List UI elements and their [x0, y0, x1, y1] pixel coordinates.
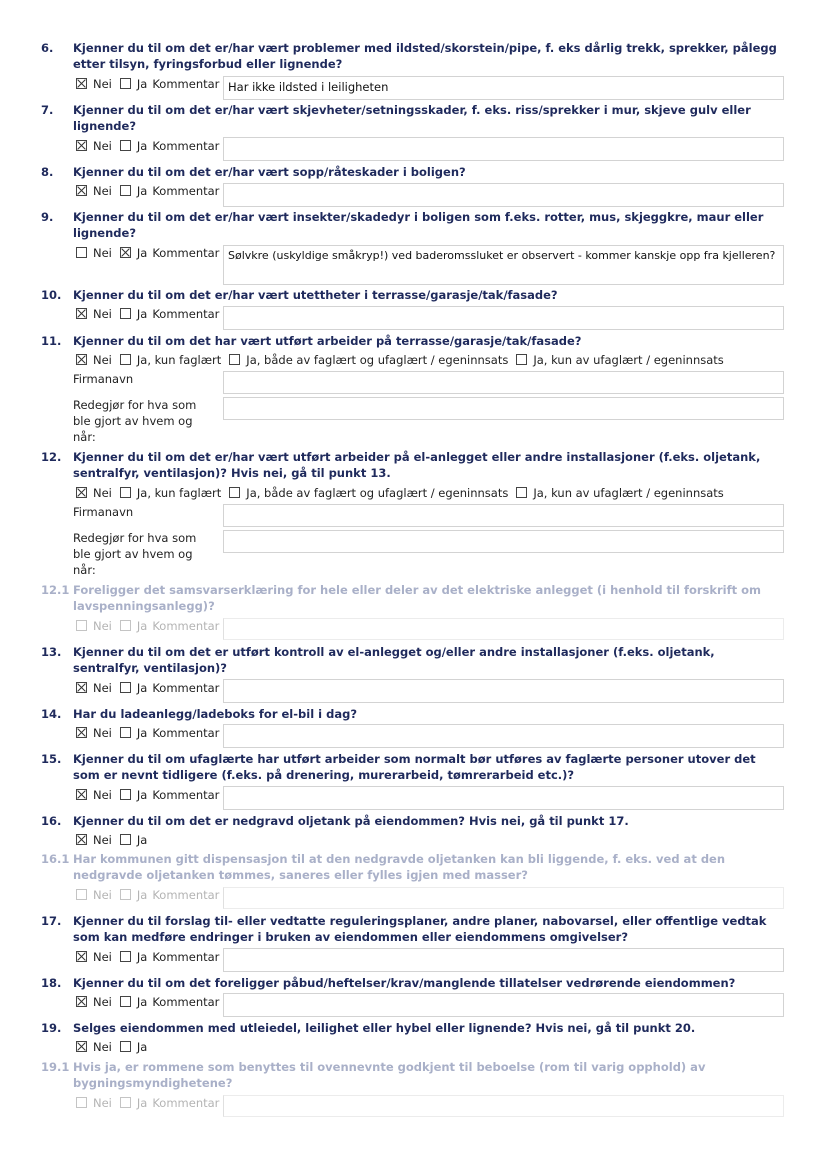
ja-begge-checkbox[interactable]: [229, 487, 240, 498]
answer-options: [73, 994, 219, 1010]
question-text: Kjenner du til om det er/har vært insekter/skadedyr i boligen som f.eks. rotter, mus, skjeggkre, maur eller lignende?: [73, 210, 764, 240]
nei-checkbox[interactable]: [76, 889, 87, 900]
nei-checkbox[interactable]: [76, 78, 87, 89]
ja-label: Ja: [136, 888, 148, 902]
firmanavn-field[interactable]: [223, 504, 784, 527]
comment-field[interactable]: [223, 306, 784, 330]
comment-label: Kommentar: [152, 184, 220, 198]
answer-options: [73, 832, 147, 848]
nei-label: Nei: [93, 139, 112, 153]
comment-field[interactable]: [223, 948, 784, 972]
nei-checkbox[interactable]: [76, 247, 87, 258]
comment-label: Kommentar: [152, 681, 220, 695]
nei-label: Nei: [93, 184, 112, 198]
answer-options: [73, 76, 219, 92]
ja-checkbox[interactable]: [120, 682, 131, 693]
ja-checkbox[interactable]: [120, 951, 131, 962]
comment-field[interactable]: [223, 679, 784, 703]
comment-field[interactable]: [223, 786, 784, 810]
nei-label: Nei: [93, 246, 112, 260]
ja-checkbox[interactable]: [120, 889, 131, 900]
answer-options: [73, 618, 219, 634]
question-text: Selges eiendommen med utleiedel, leilighet eller hybel eller lignende? Hvis nei, gå til punkt 20.: [73, 1021, 696, 1035]
ja-ufaglaert-checkbox[interactable]: [516, 487, 527, 498]
comment-field[interactable]: [223, 724, 784, 748]
answer-options: [73, 887, 219, 903]
answer-options: [73, 787, 219, 803]
nei-checkbox[interactable]: [76, 487, 87, 498]
ja-checkbox[interactable]: [120, 78, 131, 89]
question-number: 18.: [41, 976, 62, 990]
ja-label: Ja: [136, 950, 148, 964]
answer-options: [73, 680, 219, 696]
ja-begge-label: Ja, både av faglært og ufaglært / egeninnsats: [246, 486, 509, 500]
ja-checkbox[interactable]: [120, 140, 131, 151]
question-text: Kjenner du til om det er utført kontroll av el-anlegget og/eller andre installasjoner (f.eks. oljetank, sentralfyr, ventilasjon)?: [73, 645, 715, 675]
ja-label: Ja: [136, 995, 148, 1009]
nei-checkbox[interactable]: [76, 1041, 87, 1052]
question-text: Kjenner du til om ufaglærte har utført arbeider som normalt bør utføres av faglærte personer utover det som er nevnt tidligere (f.eks. på drenering, murerarbeid, tømrerarbeid etc.)?: [73, 752, 756, 782]
answer-options: [73, 1039, 147, 1055]
ja-label: Ja: [136, 1096, 148, 1110]
comment-field[interactable]: [223, 887, 784, 909]
ja-checkbox[interactable]: [120, 1097, 131, 1108]
nei-checkbox[interactable]: [76, 727, 87, 738]
nei-checkbox[interactable]: [76, 620, 87, 631]
ja-checkbox[interactable]: [120, 247, 131, 258]
ja-faglaert-checkbox[interactable]: [120, 487, 131, 498]
answer-options: [73, 949, 219, 965]
question-number: 12.: [41, 450, 62, 464]
answer-options: [73, 138, 219, 154]
question-text: Kjenner du til om det er/har vært sopp/råteskader i boligen?: [73, 165, 466, 179]
nei-label: Nei: [93, 950, 112, 964]
comment-field[interactable]: [223, 993, 784, 1017]
question-number: 11.: [41, 334, 62, 348]
comment-label: Kommentar: [152, 307, 220, 321]
nei-label: Nei: [93, 307, 112, 321]
ja-faglaert-label: Ja, kun faglært: [136, 486, 222, 500]
question-number: 8.: [41, 165, 54, 179]
nei-label: Nei: [93, 833, 112, 847]
nei-label: Nei: [93, 788, 112, 802]
question-number: 10.: [41, 288, 62, 302]
question-number: 14.: [41, 707, 62, 721]
ja-label: Ja: [136, 681, 148, 695]
comment-label: Kommentar: [152, 619, 220, 633]
redegjor-field[interactable]: [223, 530, 784, 553]
comment-label: Kommentar: [152, 888, 220, 902]
comment-field[interactable]: Sølvkre (uskyldige småkryp!) ved baderomssluket er observert - kommer kanskje opp fra kjelleren?: [223, 245, 784, 285]
nei-label: Nei: [93, 888, 112, 902]
ja-label: Ja: [136, 307, 148, 321]
question-number: 16.: [41, 814, 62, 828]
comment-label: Kommentar: [152, 995, 220, 1009]
nei-label: Nei: [93, 1096, 112, 1110]
firmanavn-label: Firmanavn: [73, 372, 134, 386]
ja-checkbox[interactable]: [120, 308, 131, 319]
comment-field[interactable]: [223, 183, 784, 207]
question-number: 6.: [41, 41, 54, 55]
nei-label: Nei: [93, 619, 112, 633]
ja-checkbox[interactable]: [120, 834, 131, 845]
question-number: 17.: [41, 914, 62, 928]
question-text: Har du ladeanlegg/ladeboks for el-bil i dag?: [73, 707, 357, 721]
question-text: Kjenner du til forslag til- eller vedtatte reguleringsplaner, andre planer, nabovarsel, eller offentlige vedtak som kan medføre endringer i bruken av eiendommen eller eiendommens omgivelser?: [73, 914, 767, 944]
firmanavn-label: Firmanavn: [73, 505, 134, 519]
answer-options: [73, 352, 724, 368]
ja-label: Ja: [136, 184, 148, 198]
nei-label: Nei: [93, 353, 112, 367]
redegjor-field[interactable]: [223, 397, 784, 420]
ja-checkbox[interactable]: [120, 789, 131, 800]
comment-field[interactable]: Har ikke ildsted i leiligheten: [223, 76, 784, 100]
answer-options: [73, 306, 219, 322]
answer-options: [73, 1095, 219, 1111]
ja-faglaert-label: Ja, kun faglært: [136, 353, 222, 367]
nei-checkbox[interactable]: [76, 951, 87, 962]
comment-field[interactable]: [223, 618, 784, 640]
question-text: Har kommunen gitt dispensasjon til at den nedgravde oljetanken kan bli liggende, f. eks. ved at den nedgravde oljetanken tømmes, saneres eller fylles igjen med masser?: [73, 852, 726, 882]
ja-label: Ja: [136, 619, 148, 633]
comment-field[interactable]: [223, 137, 784, 161]
question-number: 7.: [41, 103, 54, 117]
question-number: 19.1: [41, 1060, 70, 1074]
nei-checkbox[interactable]: [76, 185, 87, 196]
comment-label: Kommentar: [152, 77, 220, 91]
ja-ufaglaert-label: Ja, kun av ufaglært / egeninnsats: [533, 353, 724, 367]
question-number: 9.: [41, 210, 54, 224]
nei-checkbox[interactable]: [76, 1097, 87, 1108]
ja-label: Ja: [136, 246, 148, 260]
nei-checkbox[interactable]: [76, 996, 87, 1007]
nei-checkbox[interactable]: [76, 682, 87, 693]
ja-checkbox[interactable]: [120, 727, 131, 738]
ja-label: Ja: [136, 77, 148, 91]
comment-label: Kommentar: [152, 950, 220, 964]
question-number: 12.1: [41, 583, 70, 597]
question-text: Kjenner du til om det er/har vært problemer med ildsted/skorstein/pipe, f. eks dårlig trekk, sprekker, pålegg etter tilsyn, fyringsforbud eller lignende?: [73, 41, 777, 71]
nei-label: Nei: [93, 486, 112, 500]
nei-label: Nei: [93, 77, 112, 91]
ja-label: Ja: [136, 833, 148, 847]
nei-label: Nei: [93, 681, 112, 695]
answer-options: [73, 725, 219, 741]
question-text: Kjenner du til om det er nedgravd oljetank på eiendommen? Hvis nei, gå til punkt 17.: [73, 814, 629, 828]
ja-label: Ja: [136, 788, 148, 802]
answer-options: [73, 245, 219, 261]
comment-label: Kommentar: [152, 246, 220, 260]
ja-label: Ja: [136, 139, 148, 153]
answer-options: [73, 183, 219, 199]
question-text: Kjenner du til om det er/har vært skjevheter/setningsskader, f. eks. riss/sprekker i mur, skjeve gulv eller lignende?: [73, 103, 751, 133]
question-number: 13.: [41, 645, 62, 659]
nei-label: Nei: [93, 1040, 112, 1054]
question-text: Kjenner du til om det har vært utført arbeider på terrasse/garasje/tak/fasade?: [73, 334, 582, 348]
nei-checkbox[interactable]: [76, 140, 87, 151]
nei-label: Nei: [93, 726, 112, 740]
question-number: 15.: [41, 752, 62, 766]
firmanavn-field[interactable]: [223, 371, 784, 394]
redegjor-label: Redegjør for hva som ble gjort av hvem og når:: [73, 398, 197, 444]
nei-checkbox[interactable]: [76, 354, 87, 365]
ja-label: Ja: [136, 1040, 148, 1054]
ja-checkbox[interactable]: [120, 620, 131, 631]
comment-label: Kommentar: [152, 139, 220, 153]
answer-options: [73, 485, 724, 501]
nei-checkbox[interactable]: [76, 789, 87, 800]
comment-label: Kommentar: [152, 1096, 220, 1110]
question-number: 16.1: [41, 852, 70, 866]
question-text: Kjenner du til om det er/har vært utettheter i terrasse/garasje/tak/fasade?: [73, 288, 558, 302]
question-number: 19.: [41, 1021, 62, 1035]
question-text: Hvis ja, er rommene som benyttes til ovennevnte godkjent til beboelse (rom til varig opphold) av bygningsmyndighetene?: [73, 1060, 706, 1090]
nei-checkbox[interactable]: [76, 834, 87, 845]
nei-checkbox[interactable]: [76, 308, 87, 319]
ja-ufaglaert-checkbox[interactable]: [516, 354, 527, 365]
ja-begge-label: Ja, både av faglært og ufaglært / egeninnsats: [246, 353, 509, 367]
ja-faglaert-checkbox[interactable]: [120, 354, 131, 365]
nei-label: Nei: [93, 995, 112, 1009]
ja-label: Ja: [136, 726, 148, 740]
question-text: Foreligger det samsvarserklæring for hele eller deler av det elektriske anlegget (i henhold til forskrift om lavspenningsanlegg)?: [73, 583, 762, 613]
ja-checkbox[interactable]: [120, 1041, 131, 1052]
comment-label: Kommentar: [152, 788, 220, 802]
comment-field[interactable]: [223, 1095, 784, 1117]
comment-label: Kommentar: [152, 726, 220, 740]
ja-checkbox[interactable]: [120, 996, 131, 1007]
redegjor-label: Redegjør for hva som ble gjort av hvem og når:: [73, 531, 197, 577]
ja-checkbox[interactable]: [120, 185, 131, 196]
ja-ufaglaert-label: Ja, kun av ufaglært / egeninnsats: [533, 486, 724, 500]
question-text: Kjenner du til om det er/har vært utført arbeider på el-anlegget eller andre installasjoner (f.eks. oljetank, sentralfyr, ventilasjon)? Hvis nei, gå til punkt 13.: [73, 450, 761, 480]
ja-begge-checkbox[interactable]: [229, 354, 240, 365]
question-text: Kjenner du til om det foreligger påbud/heftelser/krav/manglende tillatelser vedrørende eiendommen?: [73, 976, 736, 990]
